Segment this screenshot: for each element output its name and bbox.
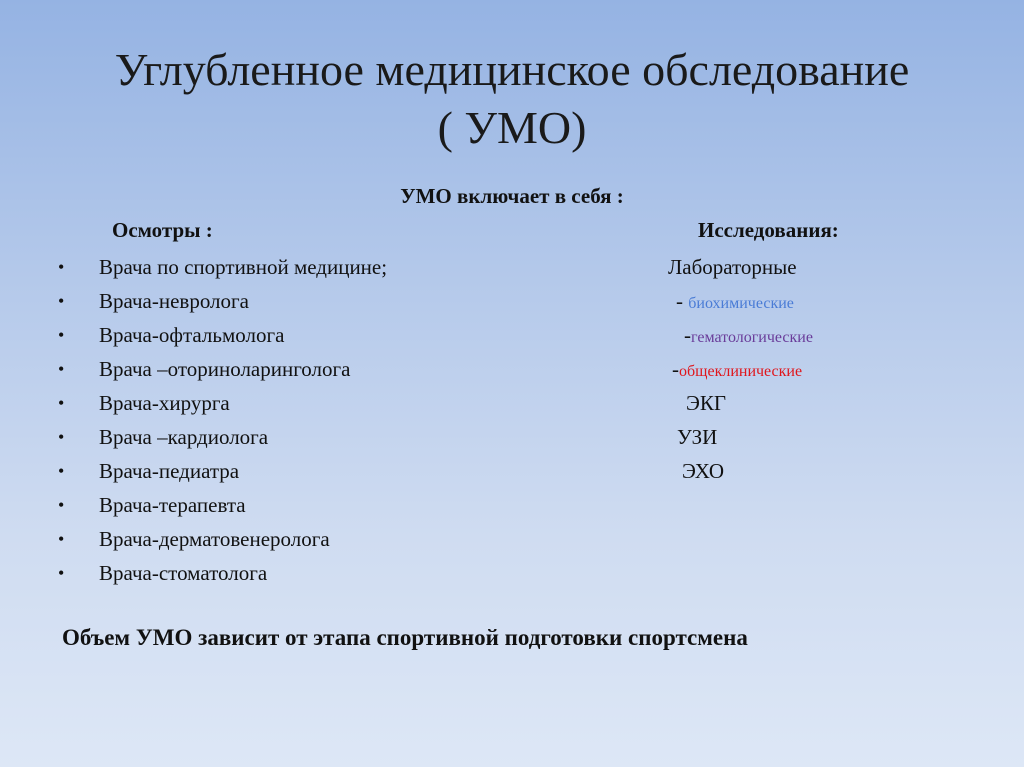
list-item [58, 558, 387, 592]
study-echo: ЭХО [682, 459, 725, 483]
exam-label: Врача-терапевта [99, 493, 246, 517]
bullet-icon: • [58, 359, 65, 379]
dash-prefix: - [676, 289, 689, 313]
bullet-icon: • [58, 393, 65, 413]
studies-heading: Исследования: [698, 218, 839, 242]
exam-label: Врача-дерматовенеролога [99, 527, 330, 551]
list-item [58, 320, 387, 354]
exam-label: Врача-стоматолога [99, 561, 268, 585]
bullet-icon: • [58, 495, 65, 515]
list-item [58, 490, 387, 524]
study-laboratory: Лабораторные [668, 255, 797, 279]
list-item [58, 524, 387, 558]
list-item [58, 456, 387, 490]
study-hematological [684, 320, 813, 353]
study-general-clinical [672, 354, 802, 387]
list-item [58, 252, 387, 286]
exam-label: Врача-хирурга [99, 391, 230, 415]
bullet-icon: • [58, 427, 65, 447]
exam-label: Врача-невролога [99, 289, 249, 313]
list-item [58, 286, 387, 320]
list-item [58, 354, 387, 388]
list-item [58, 422, 387, 456]
dash-prefix: - [672, 357, 679, 381]
subtitle: УМО включает в себя : [400, 184, 624, 208]
study-label-general-clinical: общеклинические [679, 363, 803, 380]
bullet-icon: • [58, 291, 65, 311]
exams-heading: Осмотры : [112, 218, 213, 242]
study-uzi: УЗИ [677, 425, 718, 449]
bullet-icon: • [58, 325, 65, 345]
study-ekg: ЭКГ [686, 391, 727, 415]
page-title: Углубленное медицинское обследование [114, 44, 910, 95]
study-label-hematological: гематологические [691, 329, 813, 346]
exam-label: Врача-педиатра [99, 459, 240, 483]
bullet-icon: • [58, 257, 65, 277]
study-biochemical [676, 286, 794, 319]
study-label-biochemical: биохимические [688, 295, 794, 312]
footer-note: Объем УМО зависит от этапа спортивной подготовки спортсмена [62, 625, 748, 650]
exams-list [58, 252, 387, 592]
page-title-abbreviation: ( УМО) [437, 102, 587, 153]
bullet-icon: • [58, 563, 65, 583]
bullet-icon: • [58, 461, 65, 481]
exam-label: Врача –кардиолога [99, 425, 269, 449]
exam-label: Врача –оториноларинголога [99, 357, 351, 381]
bullet-icon: • [58, 529, 65, 549]
exam-label: Врача-офтальмолога [99, 323, 285, 347]
dash-prefix: - [684, 323, 691, 347]
list-item [58, 388, 387, 422]
exam-label: Врача по спортивной медицине; [99, 255, 388, 279]
